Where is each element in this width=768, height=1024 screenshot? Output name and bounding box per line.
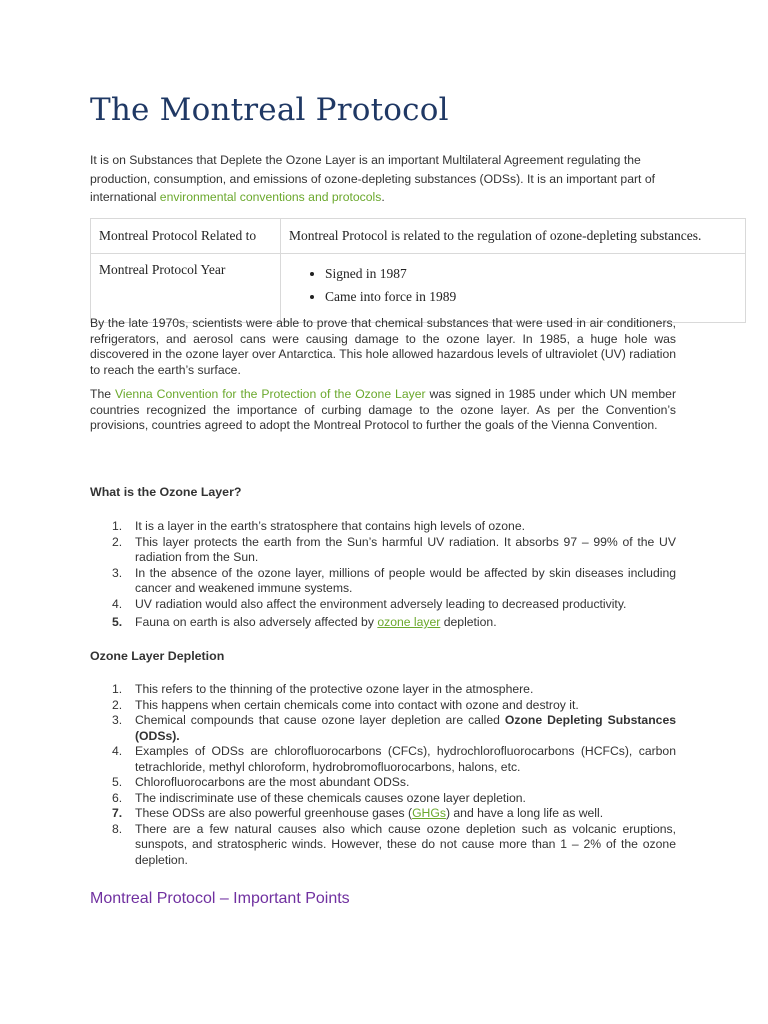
- list-text: This refers to the thinning of the protective ozone layer in the atmosphere.: [135, 682, 534, 696]
- list-item: [90, 698, 676, 714]
- list-item: [90, 566, 676, 597]
- list-number: 2.: [112, 697, 123, 712]
- list-text: It is a layer in the earth’s stratosphere that contains high levels of ozone.: [135, 519, 525, 533]
- vienna-paragraph: [90, 387, 676, 434]
- vienna-text-end: was signed in 1985 under which UN member countries recognized the importance of curbing damage to the ozone layer. As per the Convention’s provisions, countries agreed to adopt the Montreal Protocol to further the goals of the Vienna Convention.: [90, 387, 677, 432]
- vienna-convention-link[interactable]: Vienna Convention for the Protection of the Ozone Layer: [114, 387, 426, 401]
- list-item: [90, 806, 676, 822]
- table-cell-value: Montreal Protocol is related to the regulation of ozone-depleting substances.: [281, 219, 746, 254]
- list-text: Examples of ODSs are chlorofluorocarbons (CFCs), hydrochlorofluorocarbons (HCFCs), carbon tetrachloride, methyl chloroform, hydrobromofluorocarbons, halons, etc.: [135, 744, 676, 774]
- list-item: • Came into force in 1989: [325, 285, 737, 308]
- list-item: [90, 615, 676, 631]
- list-text: ) and have a long life as well.: [445, 806, 604, 820]
- table-cell-label: Montreal Protocol Year: [91, 254, 281, 323]
- list-text-bold: Ozone Depleting Substances (ODSs).: [135, 713, 676, 743]
- ozone-layer-link[interactable]: ozone layer: [377, 615, 441, 629]
- table-row: [91, 219, 746, 254]
- intro-paragraph: [90, 151, 670, 207]
- year-bullet-list: [289, 262, 737, 308]
- list-text: Chemical compounds that cause ozone layer depletion are called: [135, 713, 505, 727]
- list-text: Fauna on earth is also adversely affected by: [135, 615, 378, 629]
- environmental-conventions-link[interactable]: environmental conventions and protocols: [159, 190, 382, 204]
- list-number: 4.: [112, 596, 123, 611]
- list-text: The indiscriminate use of these chemicals causes ozone layer depletion.: [135, 790, 526, 805]
- page-title: The Montreal Protocol: [90, 92, 449, 128]
- depletion-heading: Ozone Layer Depletion: [90, 649, 225, 663]
- table-cell-label: Montreal Protocol Related to: [91, 219, 281, 254]
- depletion-list: [90, 682, 676, 868]
- list-text: These ODSs are also powerful greenhouse gases (: [135, 806, 413, 820]
- list-number: 6.: [112, 790, 123, 805]
- ozone-layer-heading: What is the Ozone Layer?: [90, 485, 242, 499]
- list-item: [90, 519, 676, 535]
- list-number: 5.: [112, 775, 123, 789]
- list-item: [90, 682, 676, 698]
- list-number: 2.: [112, 534, 123, 549]
- table-cell-value: [281, 254, 746, 323]
- protocol-info-table: [90, 218, 746, 323]
- table-row: [91, 254, 746, 323]
- list-text: depletion.: [440, 615, 497, 629]
- ozone-layer-list: [90, 519, 676, 631]
- list-number: 5.: [112, 615, 123, 629]
- history-paragraph: By the late 1970s, scientists were able to prove that chemical substances that were used in air conditioners, refrigerators, and aerosol cans were causing damage to the ozone layer. In 1985, a huge hole was discovered in the ozone layer over Antarctica. This hole allowed hazardous levels of ultraviolet (UV) radiation to reach the earth’s surface.: [90, 316, 676, 377]
- list-number: 7.: [112, 806, 123, 820]
- list-item: • Signed in 1987: [325, 262, 737, 285]
- list-item: [90, 744, 676, 775]
- list-number: 8.: [112, 821, 123, 836]
- list-number: 4.: [112, 744, 123, 758]
- vienna-text-start: The: [90, 387, 115, 401]
- list-item: [90, 775, 676, 791]
- list-text: This happens when certain chemicals come into contact with ozone and destroy it.: [135, 697, 579, 712]
- list-text: UV radiation would also affect the environment adversely leading to decreased productivity.: [135, 596, 627, 611]
- intro-end: .: [381, 190, 385, 204]
- list-number: 1.: [112, 682, 123, 696]
- list-item: [90, 791, 676, 807]
- list-text: Chlorofluorocarbons are the most abundant ODSs.: [135, 775, 410, 789]
- list-number: 3.: [112, 565, 123, 580]
- list-text: In the absence of the ozone layer, millions of people would be affected by skin diseases including cancer and weakened immune systems.: [135, 565, 676, 595]
- list-item: [90, 713, 676, 744]
- list-item: [90, 822, 676, 869]
- list-number: 3.: [112, 713, 123, 727]
- list-item: [90, 535, 676, 566]
- intro-text: It is on Substances that Deplete the Ozone Layer is an important Multilateral Agreement regulating the production, consumption, and emissions of ozone-depleting substances (ODSs). It is an important part of international: [90, 153, 655, 204]
- ghgs-link[interactable]: GHGs: [412, 806, 446, 820]
- important-points-heading: Montreal Protocol – Important Points: [90, 890, 350, 907]
- list-text: This layer protects the earth from the Sun’s harmful UV radiation. It absorbs 97 – 99% of the UV radiation from the Sun.: [135, 534, 676, 564]
- list-number: 1.: [112, 519, 123, 533]
- list-item: [90, 597, 676, 613]
- list-text: There are a few natural causes also which cause ozone depletion such as volcanic eruptions, sunspots, and stratospheric winds. However, these do not cause more than 1 – 2% of the ozone depletion.: [135, 821, 676, 867]
